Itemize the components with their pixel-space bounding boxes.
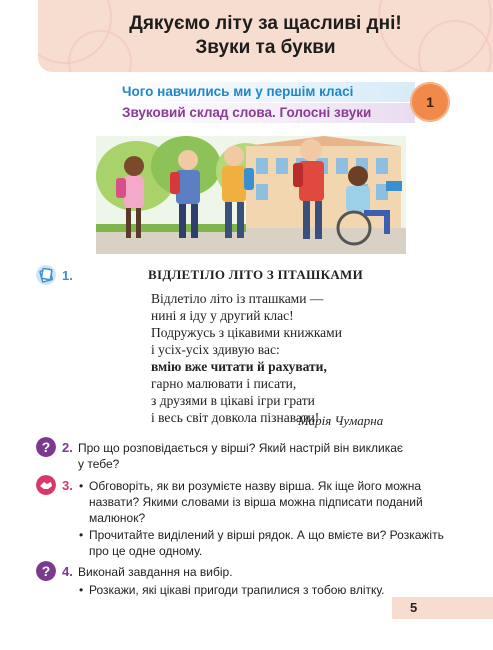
task2-text-line2: у тебе? [78,457,120,471]
task4-text: Виконай завдання на вибір. [78,565,233,579]
task3-bullet1-line2: назвати? Якими словами із вірша можна підписати поданий [89,495,423,509]
task3-bullet2-line1: Прочитайте виділений у вірші рядок. А що вмієте ви? Розкажіть [89,528,444,542]
unit-title-line1: Дякуємо літу за щасливі дні! [129,13,402,34]
poem-line-highlighted: вмію вже читати й рахувати, [151,359,327,374]
lesson-number-badge: 1 [410,82,450,122]
poem-line: гарно малювати і писати, [151,376,297,391]
section-subtitle: Чого навчились ми у першім класі [110,82,415,102]
task-number: 2. [62,440,73,455]
task3-bullet1-line3: малюнок? [89,511,146,525]
svg-text:?: ? [41,563,51,579]
task2-text-line1: Про що розповідається у вірші? Який настрій він викликає [78,441,404,455]
unit-title-line2: Звуки та букви [195,37,336,58]
page-number: 5 [410,600,418,615]
poem-line: і весь світ довкола пізнавати! [151,410,320,425]
unit-title [38,12,493,60]
task-number: 4. [62,564,73,579]
handshake-icon [36,475,56,495]
bullet-point: • [79,528,84,542]
poem-line: з друзями в цікаві ігри грати [151,393,315,408]
task-number: 3. [62,478,73,493]
poem-line: нині я іду у другий клас! [151,308,294,323]
poem-line: Подружусь з цікавими книжками [151,325,342,340]
svg-text:?: ? [41,439,51,455]
children-illustration [96,136,406,254]
lesson-subtitle: Звуковий склад слова. Голосні звуки [110,103,415,123]
task3-bullet1-line1: Обговоріть, як ви розумієте назву вірша. Як іще його можна [89,479,422,493]
task-number: 1. [62,268,73,283]
task4-bullet1: Розкажи, які цікаві пригоди трапилися з тобою влітку. [89,583,385,597]
task3-bullet2-line2: про це одне одному. [89,544,203,558]
book-icon [36,265,56,285]
question-icon [36,437,56,457]
poem-line: Відлетіло літо із пташками — [151,291,324,306]
footer-bar [392,597,493,619]
poem-author: Марія Чумарна [298,413,384,428]
bullet-point: • [79,479,84,493]
bullet-point: • [79,583,84,597]
poem-line: і усіх-усіх здивую вас: [151,342,280,357]
poem-title: ВІДЛЕТІЛО ЛІТО З ПТАШКАМИ [148,267,364,282]
question-icon [36,561,56,581]
